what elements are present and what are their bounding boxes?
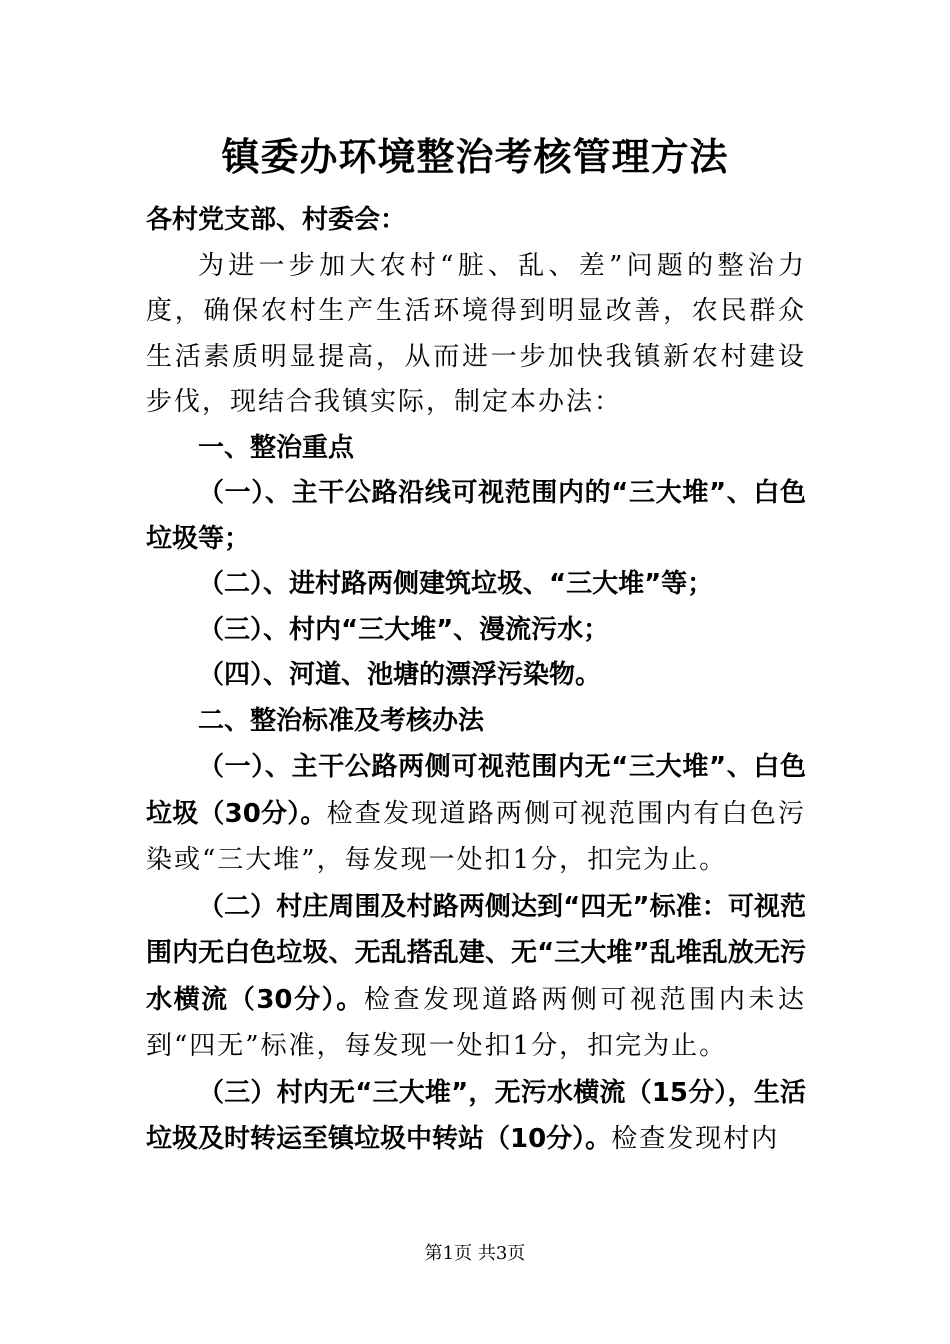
- section1-heading: 一、整治重点: [198, 432, 355, 463]
- page-footer: 第1页 共3页: [424, 1243, 526, 1264]
- section2-item-1-scoring: 检查发现道路两侧可视范围内有白色污染或“三大堆”，每发现一处扣1分，扣完为止。: [146, 798, 806, 875]
- section2-item-3: [146, 1070, 806, 1163]
- section1-item-3: （三）、村内“三大堆”、漫流污水；: [198, 614, 610, 645]
- section2-item-2-standard: （二）村庄周围及村路两侧达到“四无”标准：可视范围内无白色垃圾、无乱搭乱建、无“三大堆”乱堆乱放无污水横流（30分）。: [146, 891, 806, 1015]
- section1-item-4: （四）、河道、池塘的漂浮污染物。: [198, 660, 602, 690]
- salutation: 各村党支部、村委会：: [146, 205, 407, 235]
- document-title: 镇委办环境整治考核管理方法: [221, 134, 729, 179]
- section2-item-1-standard: （一）、主干公路两侧可视范围内无“三大堆”、白色垃圾（30分）。: [146, 752, 806, 829]
- section2-heading: 二、整治标准及考核办法: [198, 705, 485, 736]
- section2-item-2: [146, 884, 806, 1070]
- section1-item-1: （一）、主干公路沿线可视范围内的“三大堆”、白色垃圾等；: [146, 478, 806, 554]
- section2-item-3-scoring: 检查发现村内: [611, 1124, 780, 1154]
- intro-paragraph: 为进一步加大农村“脏、乱、差”问题的整治力度，确保农村生产生活环境得到明显改善，农民群众生活素质明显提高，从而进一步加快我镇新农村建设步伐，现结合我镇实际，制定本办法：: [146, 250, 806, 417]
- document-body: [146, 198, 806, 1163]
- section2-item-2-scoring: 检查发现道路两侧可视范围内未达到“四无”标准，每发现一处扣1分，扣完为止。: [146, 984, 806, 1061]
- section2-item-3-standard: （三）村内无“三大堆”，无污水横流（15分），生活垃圾及时转运至镇垃圾中转站（10分）。: [146, 1077, 806, 1154]
- section2-item-1: [146, 744, 806, 884]
- section1-item-2: （二）、进村路两侧建筑垃圾、“三大堆”等；: [198, 569, 714, 599]
